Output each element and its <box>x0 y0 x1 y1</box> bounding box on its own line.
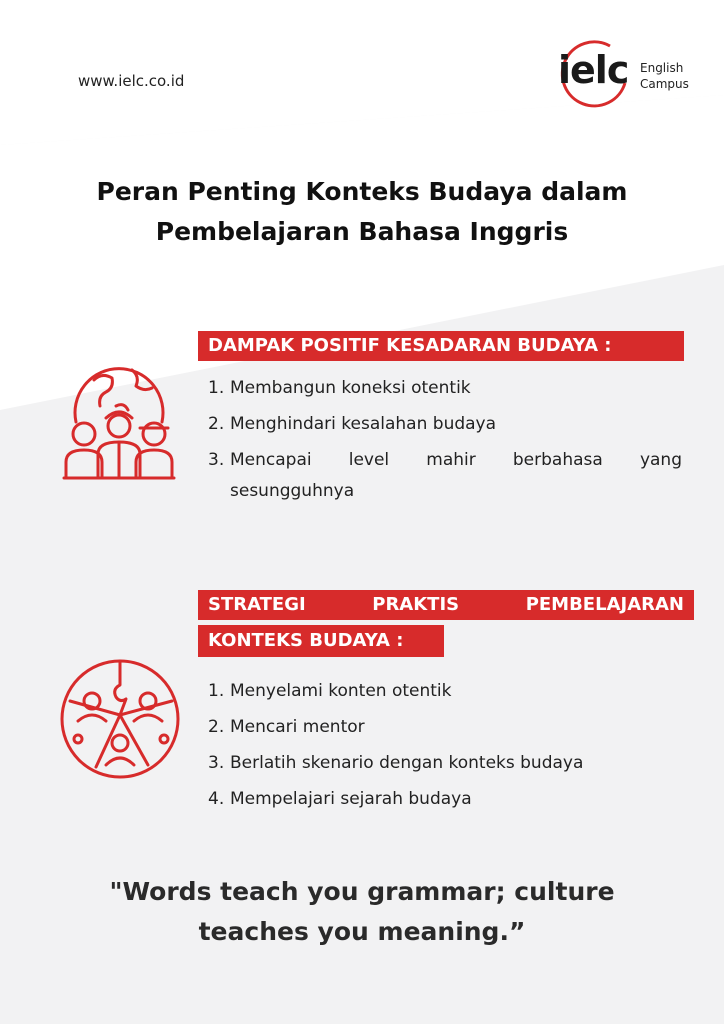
list-number: 2. <box>208 414 225 434</box>
list-item <box>208 673 583 709</box>
list-item <box>208 709 583 745</box>
section2-heading-line1 <box>198 590 694 620</box>
quote-line2: teaches you meaning.” <box>198 917 526 946</box>
quote <box>40 872 684 952</box>
logo-subtitle <box>640 60 689 92</box>
list-number: 2. <box>208 717 225 737</box>
heading-word: PEMBELAJARAN <box>525 594 684 615</box>
title-line2: Pembelajaran Bahasa Inggris <box>155 217 569 246</box>
section2-list <box>208 673 583 817</box>
list-item <box>208 781 583 817</box>
section1-heading: DAMPAK POSITIF KESADARAN BUDAYA : <box>198 331 684 361</box>
list-item <box>208 370 682 406</box>
website-url[interactable]: www.ielc.co.id <box>78 72 185 90</box>
logo-sub-line2: Campus <box>640 77 689 91</box>
quote-line1: "Words teach you grammar; culture <box>109 877 615 906</box>
list-item <box>208 745 583 781</box>
list-word: Mencapai <box>230 450 312 470</box>
list-text: Menghindari kesalahan budaya <box>230 414 497 434</box>
list-number: 3. <box>208 450 225 470</box>
list-item-continuation: sesungguhnya <box>230 481 355 501</box>
list-text: Menyelami konten otentik <box>230 681 452 701</box>
ielc-logo <box>540 38 690 108</box>
list-text: Mempelajari sejarah budaya <box>230 789 472 809</box>
title-line1: Peran Penting Konteks Budaya dalam <box>96 177 628 206</box>
heading-word: STRATEGI <box>208 594 306 615</box>
heading-word: PRAKTIS <box>372 594 460 615</box>
page-title <box>40 172 684 252</box>
list-word: level <box>348 450 390 470</box>
logo-sub-line1: English <box>640 61 684 75</box>
logo-wordmark: ielc <box>558 48 629 92</box>
list-word: yang <box>639 450 682 470</box>
list-word: berbahasa <box>512 450 603 470</box>
list-item <box>208 406 682 442</box>
list-text: Mencari mentor <box>230 717 365 737</box>
section2-heading-line2: KONTEKS BUDAYA : <box>198 625 444 657</box>
people-globe-icon <box>54 356 184 482</box>
list-number: 1. <box>208 681 225 701</box>
section1-list <box>208 370 682 478</box>
list-word: mahir <box>426 450 476 470</box>
list-item <box>208 442 682 478</box>
list-number: 4. <box>208 789 225 809</box>
list-text: Membangun koneksi otentik <box>230 378 471 398</box>
list-text: Berlatih skenario dengan konteks budaya <box>230 753 584 773</box>
list-number: 1. <box>208 378 225 398</box>
list-number: 3. <box>208 753 225 773</box>
puzzle-people-icon <box>56 655 184 783</box>
